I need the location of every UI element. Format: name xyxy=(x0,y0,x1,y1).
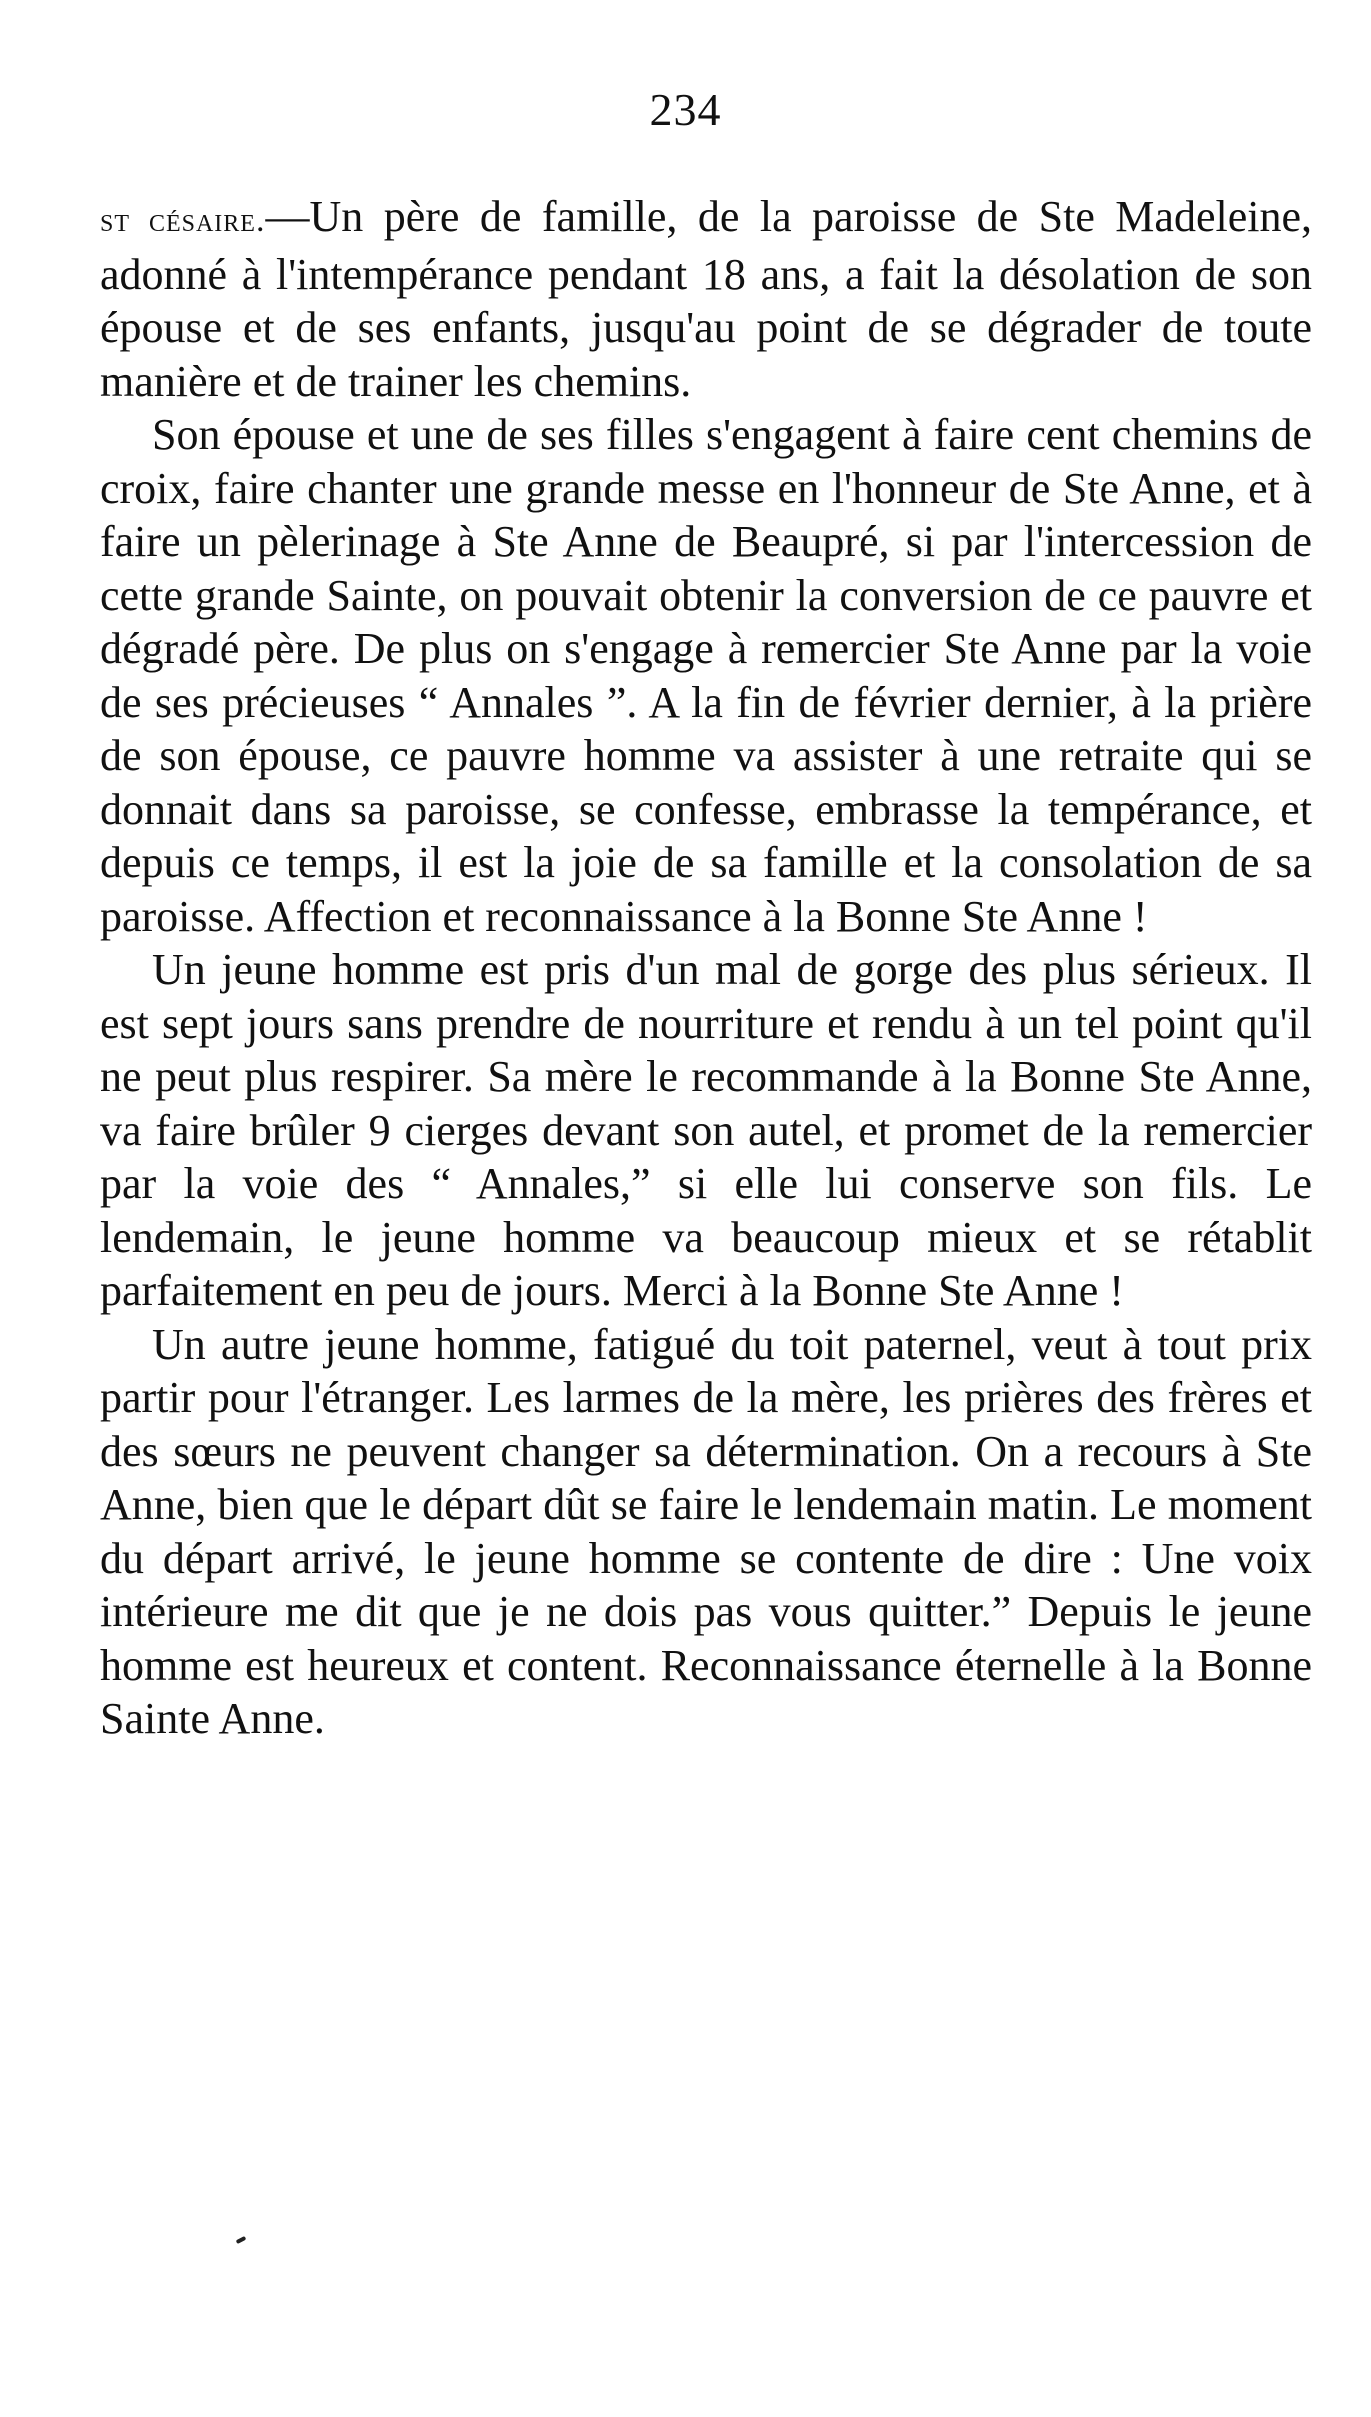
paragraph-3: Un jeune homme est pris d'un mal de gorge des plus sérieux. Il est sept jours sans prendre de nourriture et rendu à un tel point qu'il ne peut plus respirer. Sa mère le recommande à la Bonne Ste Anne, va faire brûler 9 cierges devant son autel, et promet de la remercier par la voie des “ Annales,” si elle lui conserve son fils. Le lendemain, le jeune homme va beaucoup mieux et se rétablit parfaitement en peu de jours. Merci à la Bonne Ste Anne ! xyxy=(100,945,1312,1315)
place-heading: st césaire. xyxy=(100,202,266,239)
paragraph-1-text: —Un père de famille, de la paroisse de Ste Madeleine, adonné à l'intempérance pendant 18 ans, a fait la désolation de son épouse et de ses enfants, jusqu'au point de se dégrader de toute manière et de trainer les chemins. xyxy=(100,192,1312,406)
page-number: 234 xyxy=(649,84,722,135)
ink-speck xyxy=(236,2236,247,2244)
paragraph-4: Un autre jeune homme, fatigué du toit paternel, veut à tout prix partir pour l'étranger. Les larmes de la mère, les prières des frères et des sœurs ne peuvent changer sa détermination. On a recours à Ste Anne, bien que le départ dût se faire le lendemain matin. Le moment du départ arrivé, le jeune homme se contente de dire : Une voix intérieure me dit que je ne dois pas vous quitter.” Depuis le jeune homme est heureux et content. Reconnaissance éternelle à la Bonne Sainte Anne. xyxy=(100,1319,1312,1743)
paragraph-2: Son épouse et une de ses filles s'engagent à faire cent chemins de croix, faire chanter une grande messe en l'honneur de Ste Anne, et à faire un pèlerinage à Ste Anne de Beaupré, si par l'intercession de cette grande Sainte, on pouvait obtenir la conversion de ce pauvre et dégradé père. De plus on s'engage à remercier Ste Anne par la voie de ses précieuses “ Annales ”. A la fin de février dernier, à la prière de son épouse, ce pauvre homme va assister à une retraite qui se donnait dans sa paroisse, se confesse, embrasse la tempérance, et depuis ce temps, il est la joie de sa famille et la consolation de sa paroisse. Affection et reconnaissance à la Bonne Ste Anne ! xyxy=(100,410,1312,941)
body-text xyxy=(100,190,1312,1746)
paragraph-1 xyxy=(100,190,1312,408)
